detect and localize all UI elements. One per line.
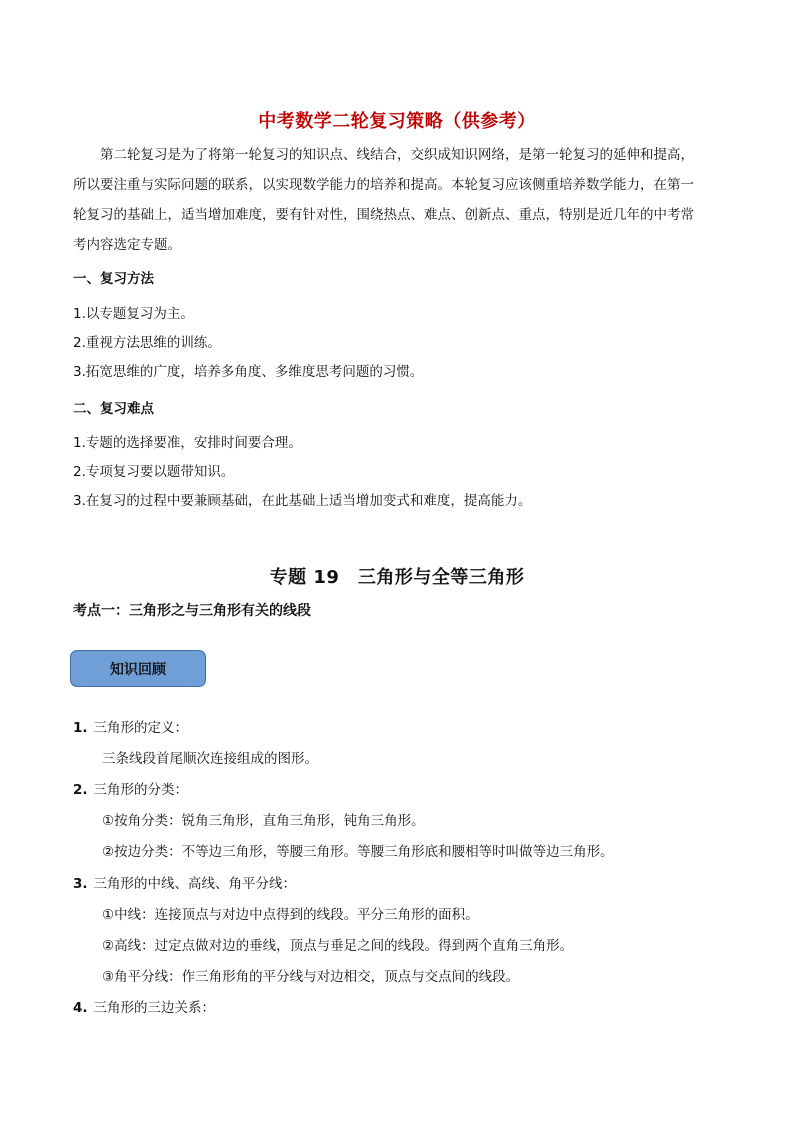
item-text: 三角形的中线、高线、角平分线： xyxy=(93,876,297,892)
knowledge-subitem: ③角平分线：作三角形角的平分线与对边相交，顶点与交点间的线段。 xyxy=(102,969,520,985)
list-item: 2.重视方法思维的训练。 xyxy=(73,335,221,351)
exam-point-heading: 考点一：三角形之与三角形有关的线段 xyxy=(73,603,311,619)
knowledge-subitem: 三条线段首尾顺次连接组成的图形。 xyxy=(102,751,318,767)
list-item: 3.在复习的过程中要兼顾基础，在此基础上适当增加变式和难度，提高能力。 xyxy=(73,493,532,509)
knowledge-subitem: ①按角分类：锐角三角形，直角三角形，钝角三角形。 xyxy=(102,813,425,829)
intro-line: 所以要注重与实际问题的联系，以实现数学能力的培养和提高。本轮复习应该侧重培养数学能力，在第一 xyxy=(73,177,694,193)
knowledge-subitem: ②按边分类：不等边三角形，等腰三角形。等腰三角形底和腰相等时叫做等边三角形。 xyxy=(102,844,614,860)
item-number: 2. xyxy=(73,782,88,798)
knowledge-item-3 xyxy=(73,872,296,892)
knowledge-subitem: ①中线：连接顶点与对边中点得到的线段。平分三角形的面积。 xyxy=(102,907,479,923)
knowledge-item-1 xyxy=(73,716,188,736)
list-item: 2.专项复习要以题带知识。 xyxy=(73,464,235,480)
knowledge-item-4 xyxy=(73,996,215,1016)
knowledge-item-2 xyxy=(73,778,188,798)
section-heading-methods: 一、复习方法 xyxy=(73,271,154,287)
item-text: 三角形的定义： xyxy=(93,720,189,736)
list-item: 1.以专题复习为主。 xyxy=(73,306,194,322)
list-item: 3.拓宽思维的广度，培养多角度、多维度思考问题的习惯。 xyxy=(73,364,424,380)
item-number: 3. xyxy=(73,876,88,892)
topic-title: 专题 19 三角形与全等三角形 xyxy=(269,567,525,588)
list-item: 1.专题的选择要准，安排时间要合理。 xyxy=(73,435,302,451)
item-text: 三角形的分类： xyxy=(93,782,189,798)
document-title: 中考数学二轮复习策略（供参考） xyxy=(258,111,536,132)
item-number: 1. xyxy=(73,720,88,736)
item-number: 4. xyxy=(73,1000,88,1016)
intro-paragraph xyxy=(73,140,723,260)
intro-line: 第二轮复习是为了将第一轮复习的知识点、线结合，交织成知识网络，是第一轮复习的延伸和提高， xyxy=(100,147,694,163)
section-heading-difficulties: 二、复习难点 xyxy=(73,401,154,417)
knowledge-review-label: 知识回顾 xyxy=(70,650,206,687)
knowledge-subitem: ②高线：过定点做对边的垂线，顶点与垂足之间的线段。得到两个直角三角形。 xyxy=(102,938,574,954)
intro-line: 轮复习的基础上，适当增加难度，要有针对性，围绕热点、难点、创新点、重点，特别是近几年的中考常 xyxy=(73,207,694,223)
intro-line: 考内容选定专题。 xyxy=(73,237,181,253)
item-text: 三角形的三边关系： xyxy=(93,1000,216,1016)
